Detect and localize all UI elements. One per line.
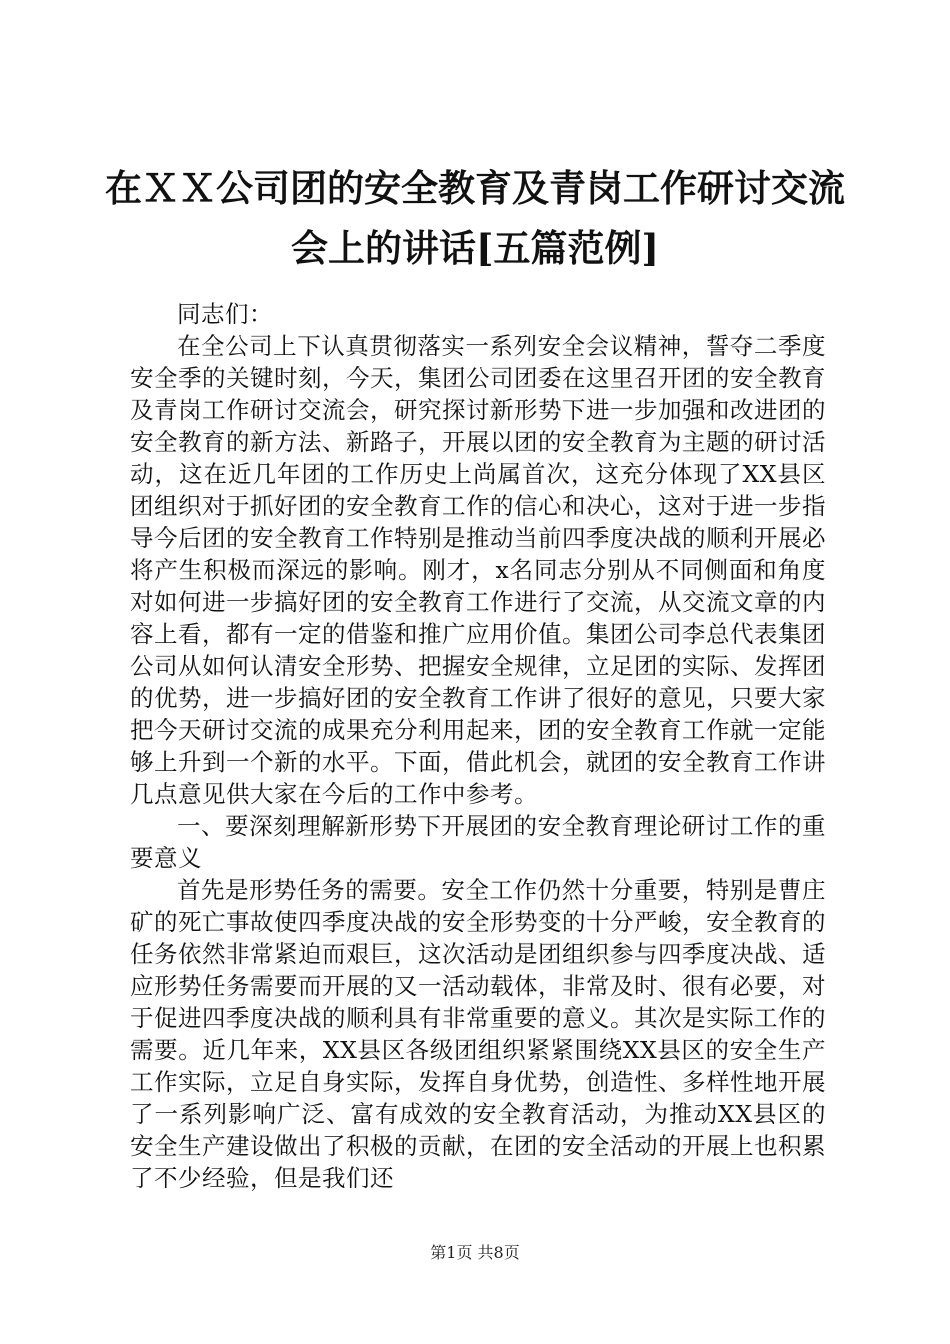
page-footer: 第1页 共8页 [430, 1243, 520, 1262]
document-body [130, 298, 826, 1194]
body-paragraph: 在全公司上下认真贯彻落实一系列安全会议精神，誓夺二季度安全季的关键时刻，今天，集团公司团委在这里召开团的安全教育及青岗工作研讨交流会，研究探讨新形势下进一步加强和改进团的安全教育的新方法、新路子，开展以团的安全教育为主题的研讨活动，这在近几年团的工作历史上尚属首次，这充分体现了XX县区团组织对于抓好团的安全教育工作的信心和决心，这对于进一步指导今后团的安全教育工作特别是推动当前四季度决战的顺利开展必将产生积极而深远的影响。刚才，x名同志分别从不同侧面和角度对如何进一步搞好团的安全教育工作进行了交流，从交流文章的内容上看，都有一定的借鉴和推广应用价值。集团公司李总代表集团公司从如何认清安全形势、把握安全规律，立足团的实际、发挥团的优势，进一步搞好团的安全教育工作讲了很好的意见，只要大家把今天研讨交流的成果充分利用起来，团的安全教育工作就一定能够上升到一个新的水平。下面，借此机会，就团的安全教育工作讲几点意见供大家在今后的工作中参考。 [130, 332, 826, 808]
title-line-1: 在ＸＸ公司团的安全教育及青岗工作研讨交流 [105, 166, 845, 210]
body-paragraph: 首先是形势任务的需要。安全工作仍然十分重要，特别是曹庄矿的死亡事故使四季度决战的安全形势变的十分严峻，安全教育的任务依然非常紧迫而艰巨，这次活动是团组织参与四季度决战、适应形势任务需要而开展的又一活动载体，非常及时、很有必要，对于促进四季度决战的顺利具有非常重要的意义。其次是实际工作的需要。近几年来，XX县区各级团组织紧紧围绕XX县区的安全生产工作实际，立足自身实际，发挥自身优势，创造性、多样性地开展了一系列影响广泛、富有成效的安全教育活动，为推动XX县区的安全生产建设做出了积极的贡献，在团的安全活动的开展上也积累了不少经验，但是我们还 [130, 876, 826, 1192]
section-heading: 一、要深刻理解新形势下开展团的安全教育理论研讨工作的重要意义 [130, 812, 826, 872]
salutation-paragraph: 同志们： [177, 300, 273, 328]
title-line-2: 会上的讲话[五篇范例] [290, 226, 659, 270]
document-title [100, 158, 850, 278]
